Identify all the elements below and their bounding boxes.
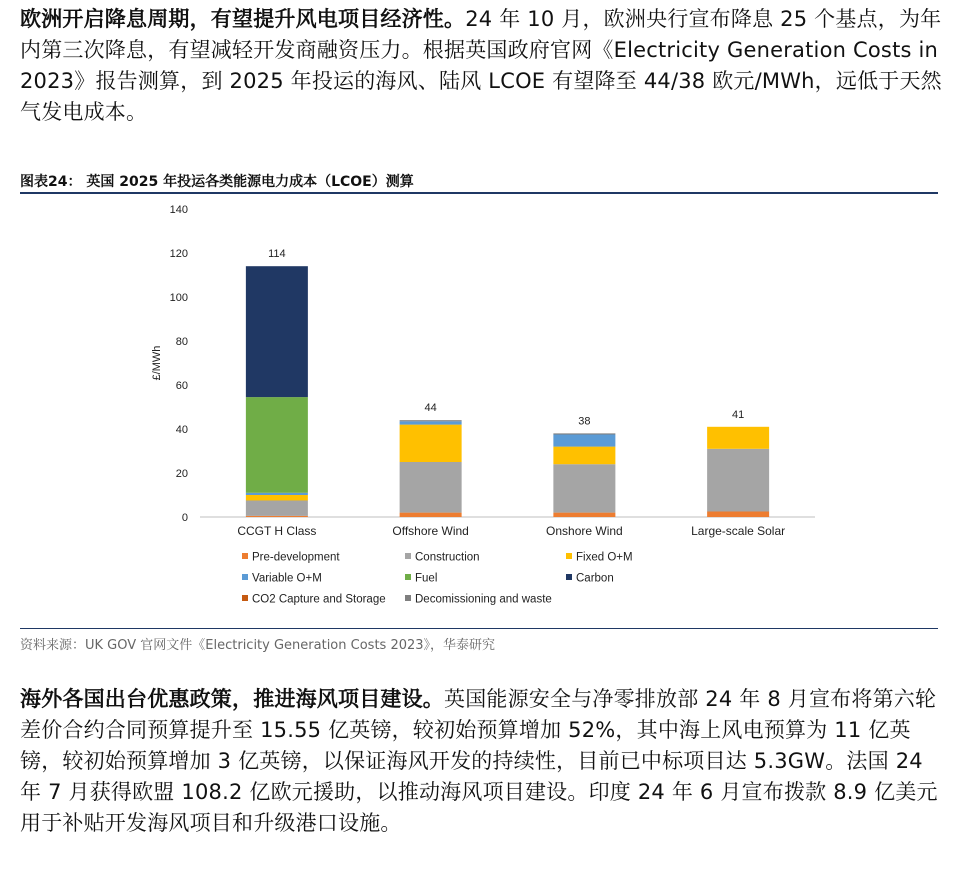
legend-label: Fixed O+M: [576, 551, 633, 564]
y-tick-label: 20: [175, 468, 188, 480]
x-tick-label: CCGT H Class: [237, 524, 317, 538]
figure-source: 资料来源：UK GOV 官网文件《Electricity Generation Costs 2023》，华泰研究: [20, 638, 496, 653]
bar-segment-variable-o-m: [400, 421, 462, 424]
bar-segment-construction: [553, 464, 615, 512]
policy-body: 英国能源安全与净零排放部 24 年 8 月宣布将第六轮差价合约合同预算提升至 15.55 亿英镑，较初始预算增加 52%，其中海上风电预算为 11 亿英镑，较初始预算增加 3 亿英镑，以保证海风开发的持续性，目前已中标项目达 5.3GW。法国 24 年 7 月获得欧盟 108.2 亿欧元援助，以推动海风项目建设。印度 24 年 6 月宣布拨款 8.9 亿美元用于补贴开发海风项目和升级港口设施。: [20, 687, 938, 835]
x-tick-label: Onshore Wind: [546, 524, 623, 538]
bar-segment-construction: [707, 449, 769, 512]
bar-segment-pre-development: [400, 513, 462, 517]
bar-segment-pre-development: [707, 512, 769, 518]
bar-total-label: 38: [578, 415, 591, 428]
y-tick-label: 40: [175, 424, 188, 436]
bar-total-label: 44: [424, 402, 437, 415]
bar-segment-variable-o-m: [246, 493, 308, 495]
bar-total-label: 114: [268, 248, 286, 261]
y-tick-label: 60: [175, 380, 188, 392]
legend-label: Construction: [415, 551, 480, 564]
legend-label: Carbon: [576, 572, 614, 585]
bar-total-label: 41: [732, 408, 745, 421]
intro-heading: 欧洲开启降息周期，有望提升风电项目经济性。: [20, 7, 466, 31]
bar-segment-fuel: [246, 397, 308, 493]
figure-title: 图表24： 英国 2025 年投运各类能源电力成本（LCOE）测算: [20, 174, 414, 190]
legend-swatch: [405, 595, 411, 601]
y-tick-label: 100: [169, 292, 188, 304]
x-tick-label: Large-scale Solar: [691, 524, 786, 538]
bar-segment-construction: [400, 462, 462, 513]
bar-segment-pre-development: [246, 516, 308, 517]
bar-segment-fixed-o-m: [400, 425, 462, 462]
bar-segment-carbon: [246, 266, 308, 397]
legend-label: Pre-development: [252, 551, 340, 564]
legend-swatch: [242, 595, 248, 601]
x-tick-label: Offshore Wind: [392, 524, 469, 538]
legend-swatch: [405, 574, 411, 580]
legend-label: Decomissioning and waste: [415, 593, 552, 606]
legend-label: CO2 Capture and Storage: [252, 593, 386, 606]
bar-segment-fixed-o-m: [553, 447, 615, 465]
legend-swatch: [405, 553, 411, 559]
bar-segment-fixed-o-m: [246, 495, 308, 501]
bar-segment-decomissioning-and-waste: [400, 420, 462, 421]
legend-swatch: [242, 574, 248, 580]
legend-label: Fuel: [415, 572, 438, 585]
y-tick-label: 0: [181, 512, 188, 524]
figure-bottom-rule: [20, 628, 938, 629]
bar-segment-fixed-o-m: [707, 427, 769, 449]
legend-swatch: [566, 574, 572, 580]
intro-body: 24 年 10 月，欧洲央行宣布降息 25 个基点，为年内第三次降息，有望减轻开发商融资压力。根据英国政府官网《Electricity Generation Costs in 2023》报告测算，到 2025 年投运的海风、陆风 LCOE 有望降至 44/38 欧元/MWh，远低于天然气发电成本。: [20, 7, 942, 124]
y-tick-label: 140: [169, 204, 188, 216]
legend-label: Variable O+M: [252, 572, 322, 585]
bar-segment-pre-development: [553, 513, 615, 517]
bar-segment-construction: [246, 501, 308, 516]
legend-swatch: [566, 553, 572, 559]
y-tick-label: 80: [175, 336, 188, 348]
bar-segment-decomissioning-and-waste: [553, 433, 615, 434]
policy-heading: 海外各国出台优惠政策，推进海风项目建设。: [20, 687, 444, 711]
bar-segment-variable-o-m: [553, 435, 615, 447]
legend-swatch: [242, 553, 248, 559]
y-tick-label: 120: [169, 248, 188, 260]
policy-paragraph: [20, 684, 945, 839]
y-axis-label: £/MWh: [151, 345, 163, 381]
